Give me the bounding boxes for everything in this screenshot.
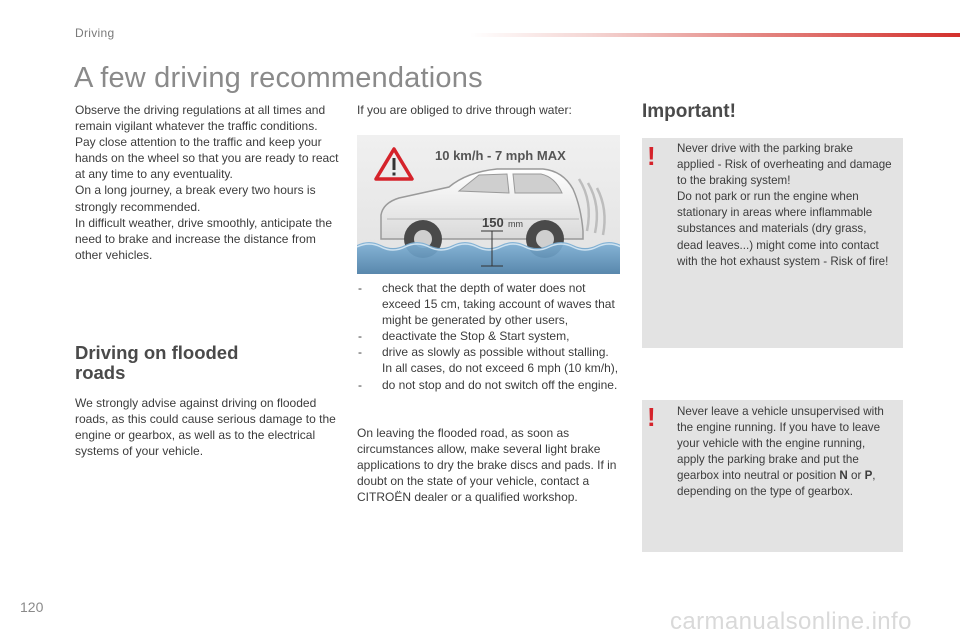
depth-value: 150 [482,215,504,230]
warning-text [677,404,892,501]
intro-text [75,102,345,263]
gear-position-p: P [864,469,873,483]
speed-limit-label: 10 km/h - 7 mph MAX [435,148,566,163]
list-item [357,377,622,393]
subheading-text: Driving on flooded roads [75,342,239,383]
dash-bullet: - [358,329,362,344]
gear-position-n: N [839,469,848,483]
warning-text [677,141,892,270]
water-steps-list [357,280,622,393]
list-item [357,344,622,376]
dash-bullet: - [358,345,362,360]
subheading-flooded-roads [75,343,260,383]
exclamation-icon: ! [647,141,656,171]
dash-bullet: - [358,377,362,392]
list-item-text: do not stop and do not switch off the engine. [382,377,618,392]
warning-line: Do not park or run the engine when stationary in areas where inflammable substances and materials (dry grass, dead leaves...) might come into contact with the hot exhaust system - Risk of fire! [677,190,889,268]
paragraph: We strongly advise against driving on flooded roads, as this could cause serious damage to the engine or gearbox, as well as to the electrical systems of your vehicle. [75,396,336,459]
important-heading: Important! [642,101,736,122]
depth-unit: mm [508,219,523,229]
paragraph: Observe the driving regulations at all times and remain vigilant whatever the traffic conditions. [75,103,326,134]
watermark: carmanualsonline.info [670,608,912,635]
list-item-text: deactivate the Stop & Start system, [382,329,570,344]
list-item-text: check that the depth of water does not exceed 15 cm, taking account of waves that might be generated by other users, [382,281,615,328]
flood-driving-illustration [357,135,620,274]
list-item [357,280,622,328]
paragraph: Pay close attention to the traffic and keep your hands on the wheel so that you are ready to react at any time to any eventuality. [75,135,339,182]
section-label: Driving [75,26,115,40]
flooded-roads-text [75,395,345,459]
exclamation-icon: ! [647,402,656,432]
paragraph: On a long journey, a break every two hours is strongly recommended. [75,183,316,214]
list-item-text: drive as slowly as possible without stalling. In all cases, do not exceed 6 mph (10 km/h), [382,345,619,376]
warning-box-unsupervised [642,400,903,552]
warning-text-part: , depending on the type of gearbox. [677,469,876,499]
page-number: 120 [20,599,44,615]
after-flooding-text: On leaving the flooded road, as soon as circumstances allow, make several light brake applications to dry the brake discs and pads. If in doubt on the state of your vehicle, contact a CITROËN dealer or a qualified workshop. [357,426,617,505]
water-intro: If you are obliged to drive through water: [357,103,572,117]
header-gradient-bar [470,33,960,37]
page-title: A few driving recommendations [74,62,483,94]
dash-bullet: - [358,281,362,295]
warning-text-part: Never leave a vehicle unsupervised with the engine running. If you have to leave your vehicle with the engine running, apply the parking brake and put the gearbox into neutral or position [677,405,884,483]
warning-text-part: or [847,469,865,483]
warning-line: Never drive with the parking brake applied - Risk of overheating and damage to the braking system! [677,142,892,188]
warning-box-parking-brake [642,138,903,348]
paragraph: In difficult weather, drive smoothly, anticipate the need to brake and increase the distance from other vehicles. [75,215,333,262]
list-item [357,328,622,344]
